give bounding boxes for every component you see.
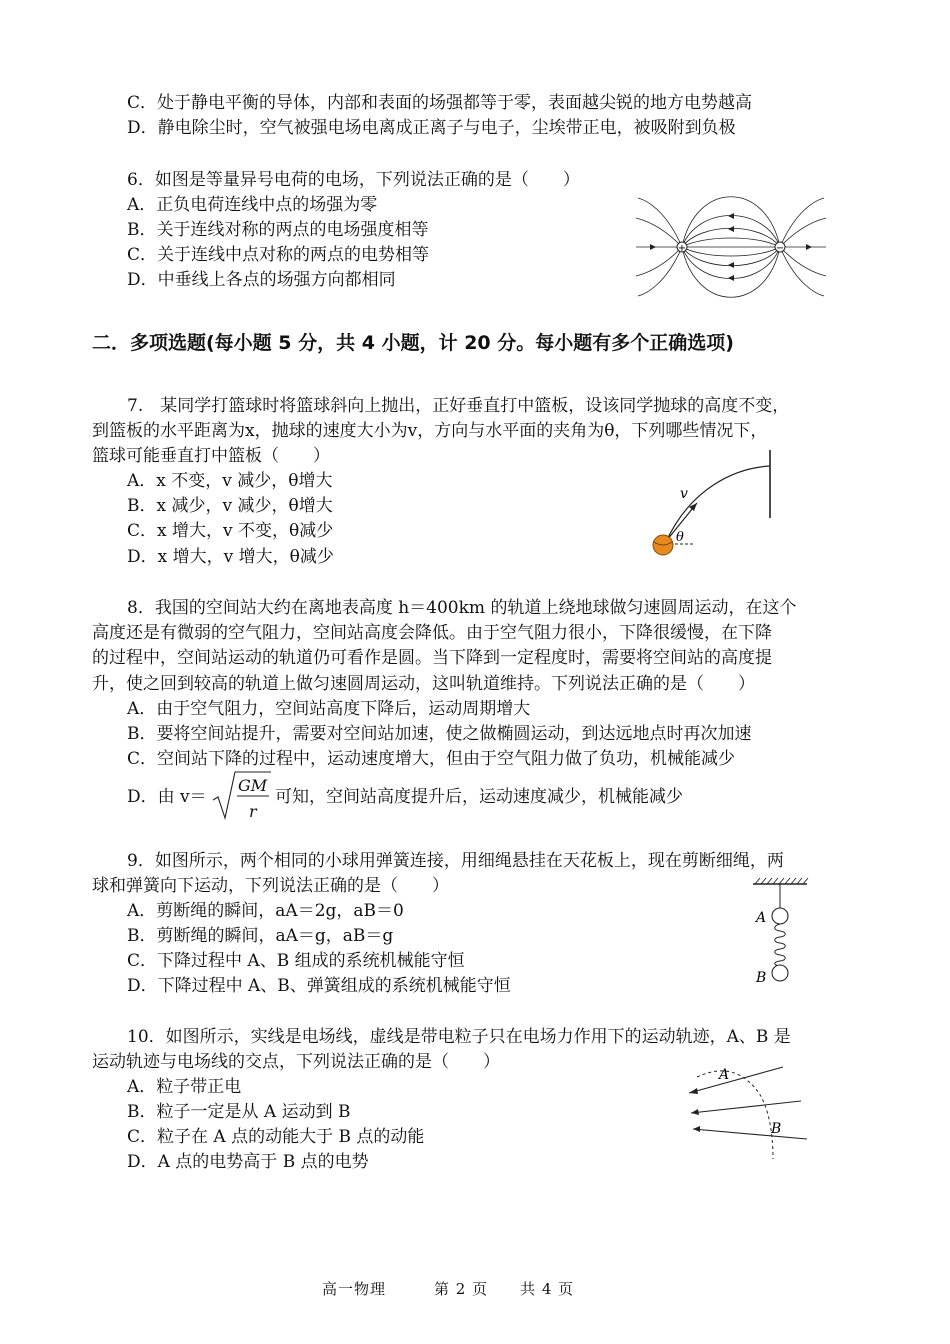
q7-option-c: C．x 增大，v 不变，θ减少: [127, 521, 334, 541]
q8-option-b: B．要将空间站提升，需要对空间站加速，使之做椭圆运动，到达远地点时再次加速: [127, 724, 752, 744]
q6-option-c: C．关于连线中点对称的两点的电势相等: [127, 245, 430, 265]
negative-charge-label: −: [775, 243, 785, 254]
q7-line-2: 到篮板的水平距离为x，抛球的速度大小为v，方向与水平面的夹角为θ，下列哪些情况下，: [92, 421, 768, 441]
point-a-label: A: [719, 1067, 730, 1083]
q8-option-a: A．由于空气阻力，空间站高度下降后，运动周期增大: [127, 699, 531, 719]
point-b-label: B: [771, 1121, 782, 1137]
q5-option-c: C．处于静电平衡的导体，内部和表面的场强都等于零，表面越尖锐的地方电势越高: [127, 93, 753, 113]
angle-label: θ: [676, 530, 684, 545]
q9-line-1: 9．如图所示，两个相同的小球用弹簧连接，用细绳悬挂在天花板上，现在剪断细绳，两: [127, 851, 784, 871]
q8-option-d-suffix: 可知，空间站高度提升后，运动速度减少，机械能减少: [275, 787, 683, 807]
dipole-field-figure: [636, 200, 826, 300]
q10-line-2: 运动轨迹与电场线的交点，下列说法正确的是（ ）: [92, 1052, 500, 1072]
velocity-label: v: [680, 486, 688, 502]
q8-line-1: 8．我国的空间站大约在离地表高度 h＝400km 的轨道上绕地球做匀速圆周运动，在这个: [127, 598, 797, 618]
q10-option-b: B．粒子一定是从 A 运动到 B: [127, 1102, 351, 1122]
basketball-figure: [645, 448, 780, 563]
q6-stem: 6．如图是等量异号电荷的电场，下列说法正确的是（ ）: [127, 170, 580, 190]
section-2-heading: 二．多项选题(每小题 5 分，共 4 小题，计 20 分。每小题有多个正确选项): [92, 332, 734, 354]
ball-a-label: A: [756, 910, 767, 926]
q10-option-d: D．A 点的电势高于 B 点的电势: [127, 1152, 369, 1172]
q6-option-d: D．中垂线上各点的场强方向都相同: [127, 270, 396, 290]
q9-option-d: D．下降过程中 A、B、弹簧组成的系统机械能守恒: [127, 976, 511, 996]
q8-line-3: 的过程中，空间站运动的轨道仍可看作是圆。当下降到一定程度时，需要将空间站的高度提: [92, 648, 772, 668]
q8-option-c: C．空间站下降的过程中，运动速度增大，但由于空气阻力做了负功，机械能减少: [127, 749, 736, 769]
spring-balls-figure: [745, 876, 815, 991]
q9-option-a: A．剪断绳的瞬间，aA＝2g，aB＝0: [127, 901, 404, 921]
q7-line-1: 7. 某同学打篮球时将篮球斜向上抛出，正好垂直打中篮板，设该同学抛球的高度不变，: [127, 396, 790, 416]
q6-option-a: A．正负电荷连线中点的场强为零: [127, 195, 378, 215]
q8-line-4: 升，使之回到较高的轨道上做匀速圆周运动，这叫轨道维持。下列说法正确的是（ ）: [92, 674, 755, 694]
q8-line-2: 高度还是有微弱的空气阻力，空间站高度会降低。由于空气阻力很小，下降很缓慢，在下降: [92, 623, 772, 643]
q7-option-a: A．x 不变，v 减少，θ增大: [127, 471, 333, 491]
q7-option-d: D．x 增大，v 增大，θ减少: [127, 547, 334, 567]
page-footer: 高一物理 第 2 页 共 4 页: [322, 1280, 575, 1298]
q9-line-2: 球和弹簧向下运动，下列说法正确的是（ ）: [92, 876, 449, 896]
q9-option-c: C．下降过程中 A、B 组成的系统机械能守恒: [127, 951, 465, 971]
q7-line-3: 篮球可能垂直打中篮板（ ）: [92, 446, 330, 466]
q6-option-b: B．关于连线对称的两点的电场强度相等: [127, 220, 429, 240]
q7-option-b: B．x 减少，v 减少，θ增大: [127, 496, 333, 516]
q8-option-d-prefix: D．由 v＝: [127, 787, 207, 807]
q10-option-c: C．粒子在 A 点的动能大于 B 点的动能: [127, 1127, 425, 1147]
q8-fraction-numerator: GM: [238, 776, 268, 795]
ball-b-label: B: [756, 970, 767, 986]
q10-option-a: A．粒子带正电: [127, 1077, 242, 1097]
positive-charge-label: +: [677, 243, 687, 254]
field-lines-trajectory-figure: [683, 1063, 813, 1163]
q9-option-b: B．剪断绳的瞬间，aA＝g，aB＝g: [127, 926, 394, 946]
q8-fraction-denominator: r: [249, 802, 257, 821]
q10-line-1: 10．如图所示，实线是电场线，虚线是带电粒子只在电场力作用下的运动轨迹，A、B 是: [127, 1027, 791, 1047]
q5-option-d: D．静电除尘时，空气被强电场电离成正离子与电子，尘埃带正电，被吸附到负极: [127, 118, 736, 138]
